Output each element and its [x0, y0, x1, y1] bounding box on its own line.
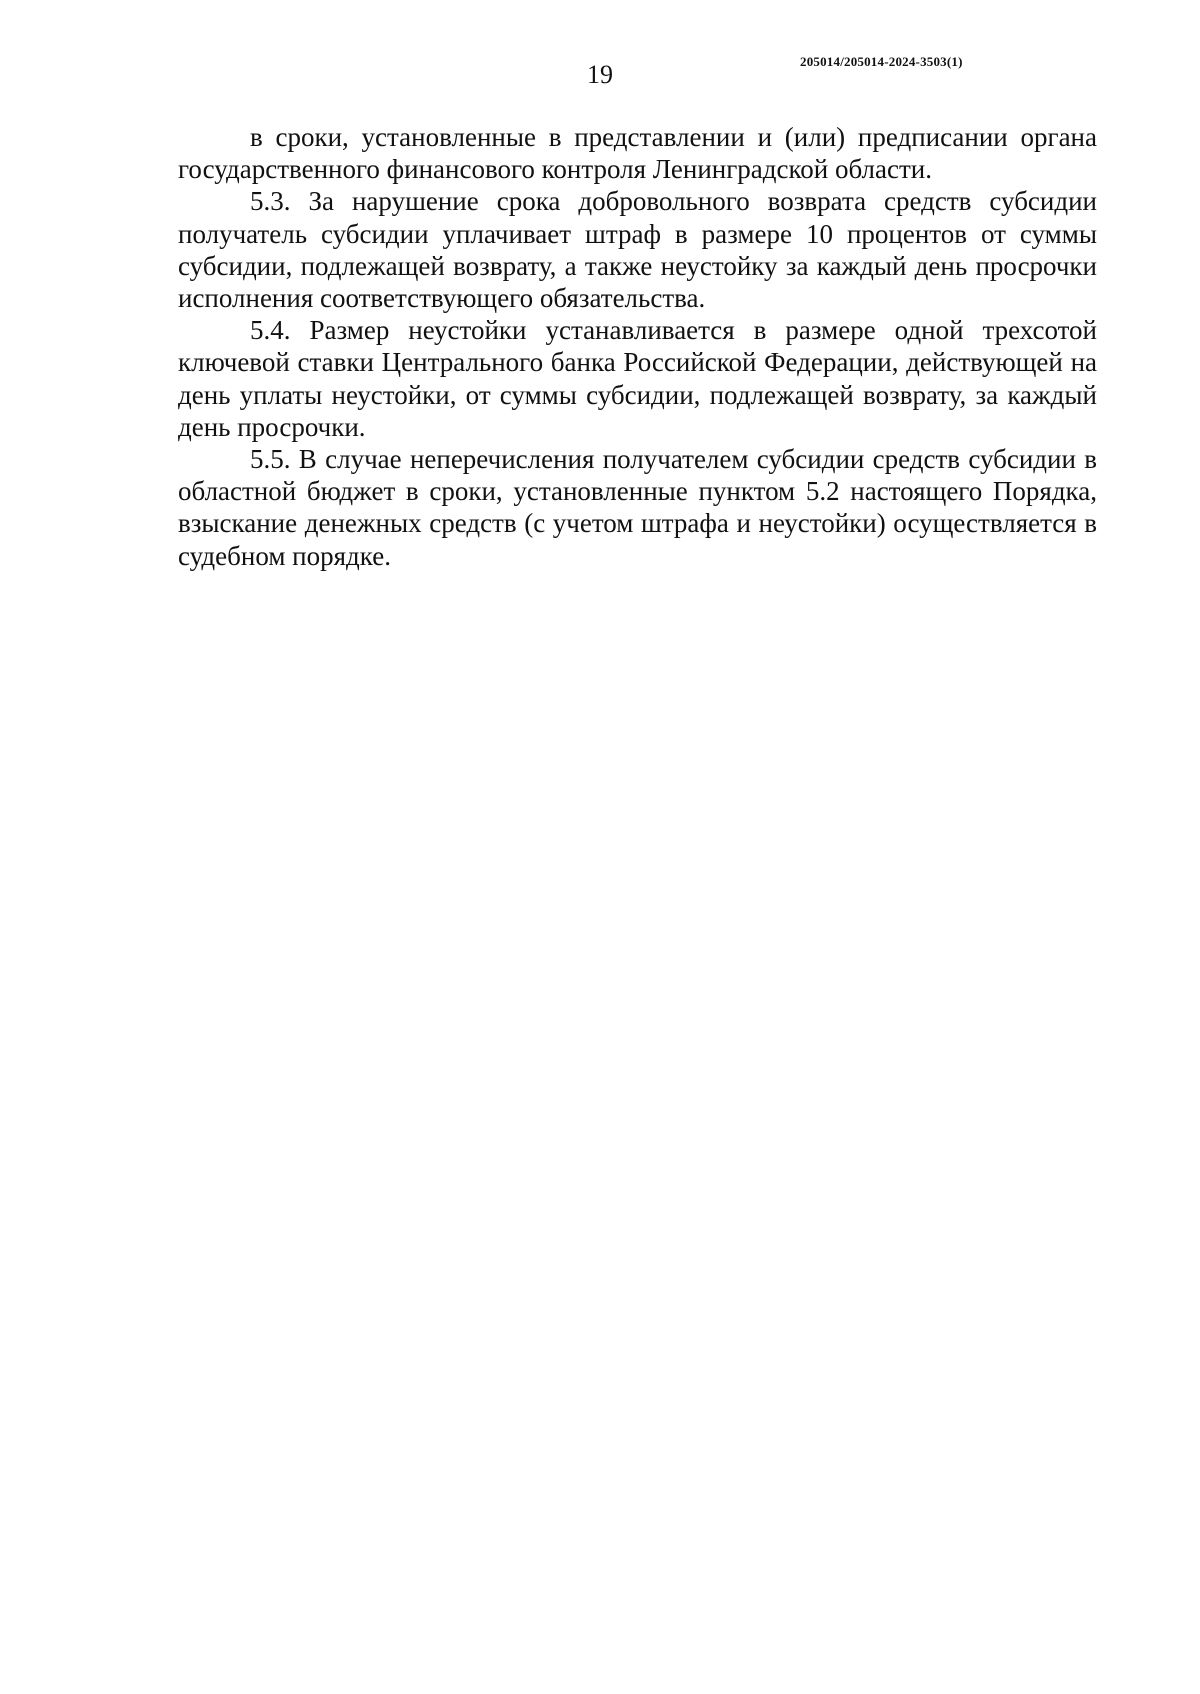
- document-body: [178, 121, 1097, 572]
- paragraph-5-3: 5.3. За нарушение срока добровольного возврата средств субсидии получатель субсидии уплачивает штраф в размере 10 процентов от суммы субсидии, подлежащей возврату, а также неустойку за каждый день просрочки исполнения соответствующего обязательства.: [178, 186, 1097, 314]
- paragraph-continuation: в сроки, установленные в представлении и (или) предписании органа государственного финансового контроля Ленинградской области.: [178, 122, 1097, 185]
- paragraph-5-4: 5.4. Размер неустойки устанавливается в размере одной трехсотой ключевой ставки Центрального банка Российской Федерации, действующей на день уплаты неустойки, от суммы субсидии, подлежащей возврату, за каждый день просрочки.: [178, 315, 1097, 442]
- document-id: 205014/205014-2024-3503(1): [800, 54, 963, 69]
- page-number: 19: [587, 60, 613, 89]
- paragraph-5-5: 5.5. В случае неперечисления получателем субсидии средств субсидии в областной бюджет в сроки, установленные пунктом 5.2 настоящего Порядка, взыскание денежных средств (с учетом штрафа и неустойки) осуществляется в судебном порядке.: [178, 444, 1097, 571]
